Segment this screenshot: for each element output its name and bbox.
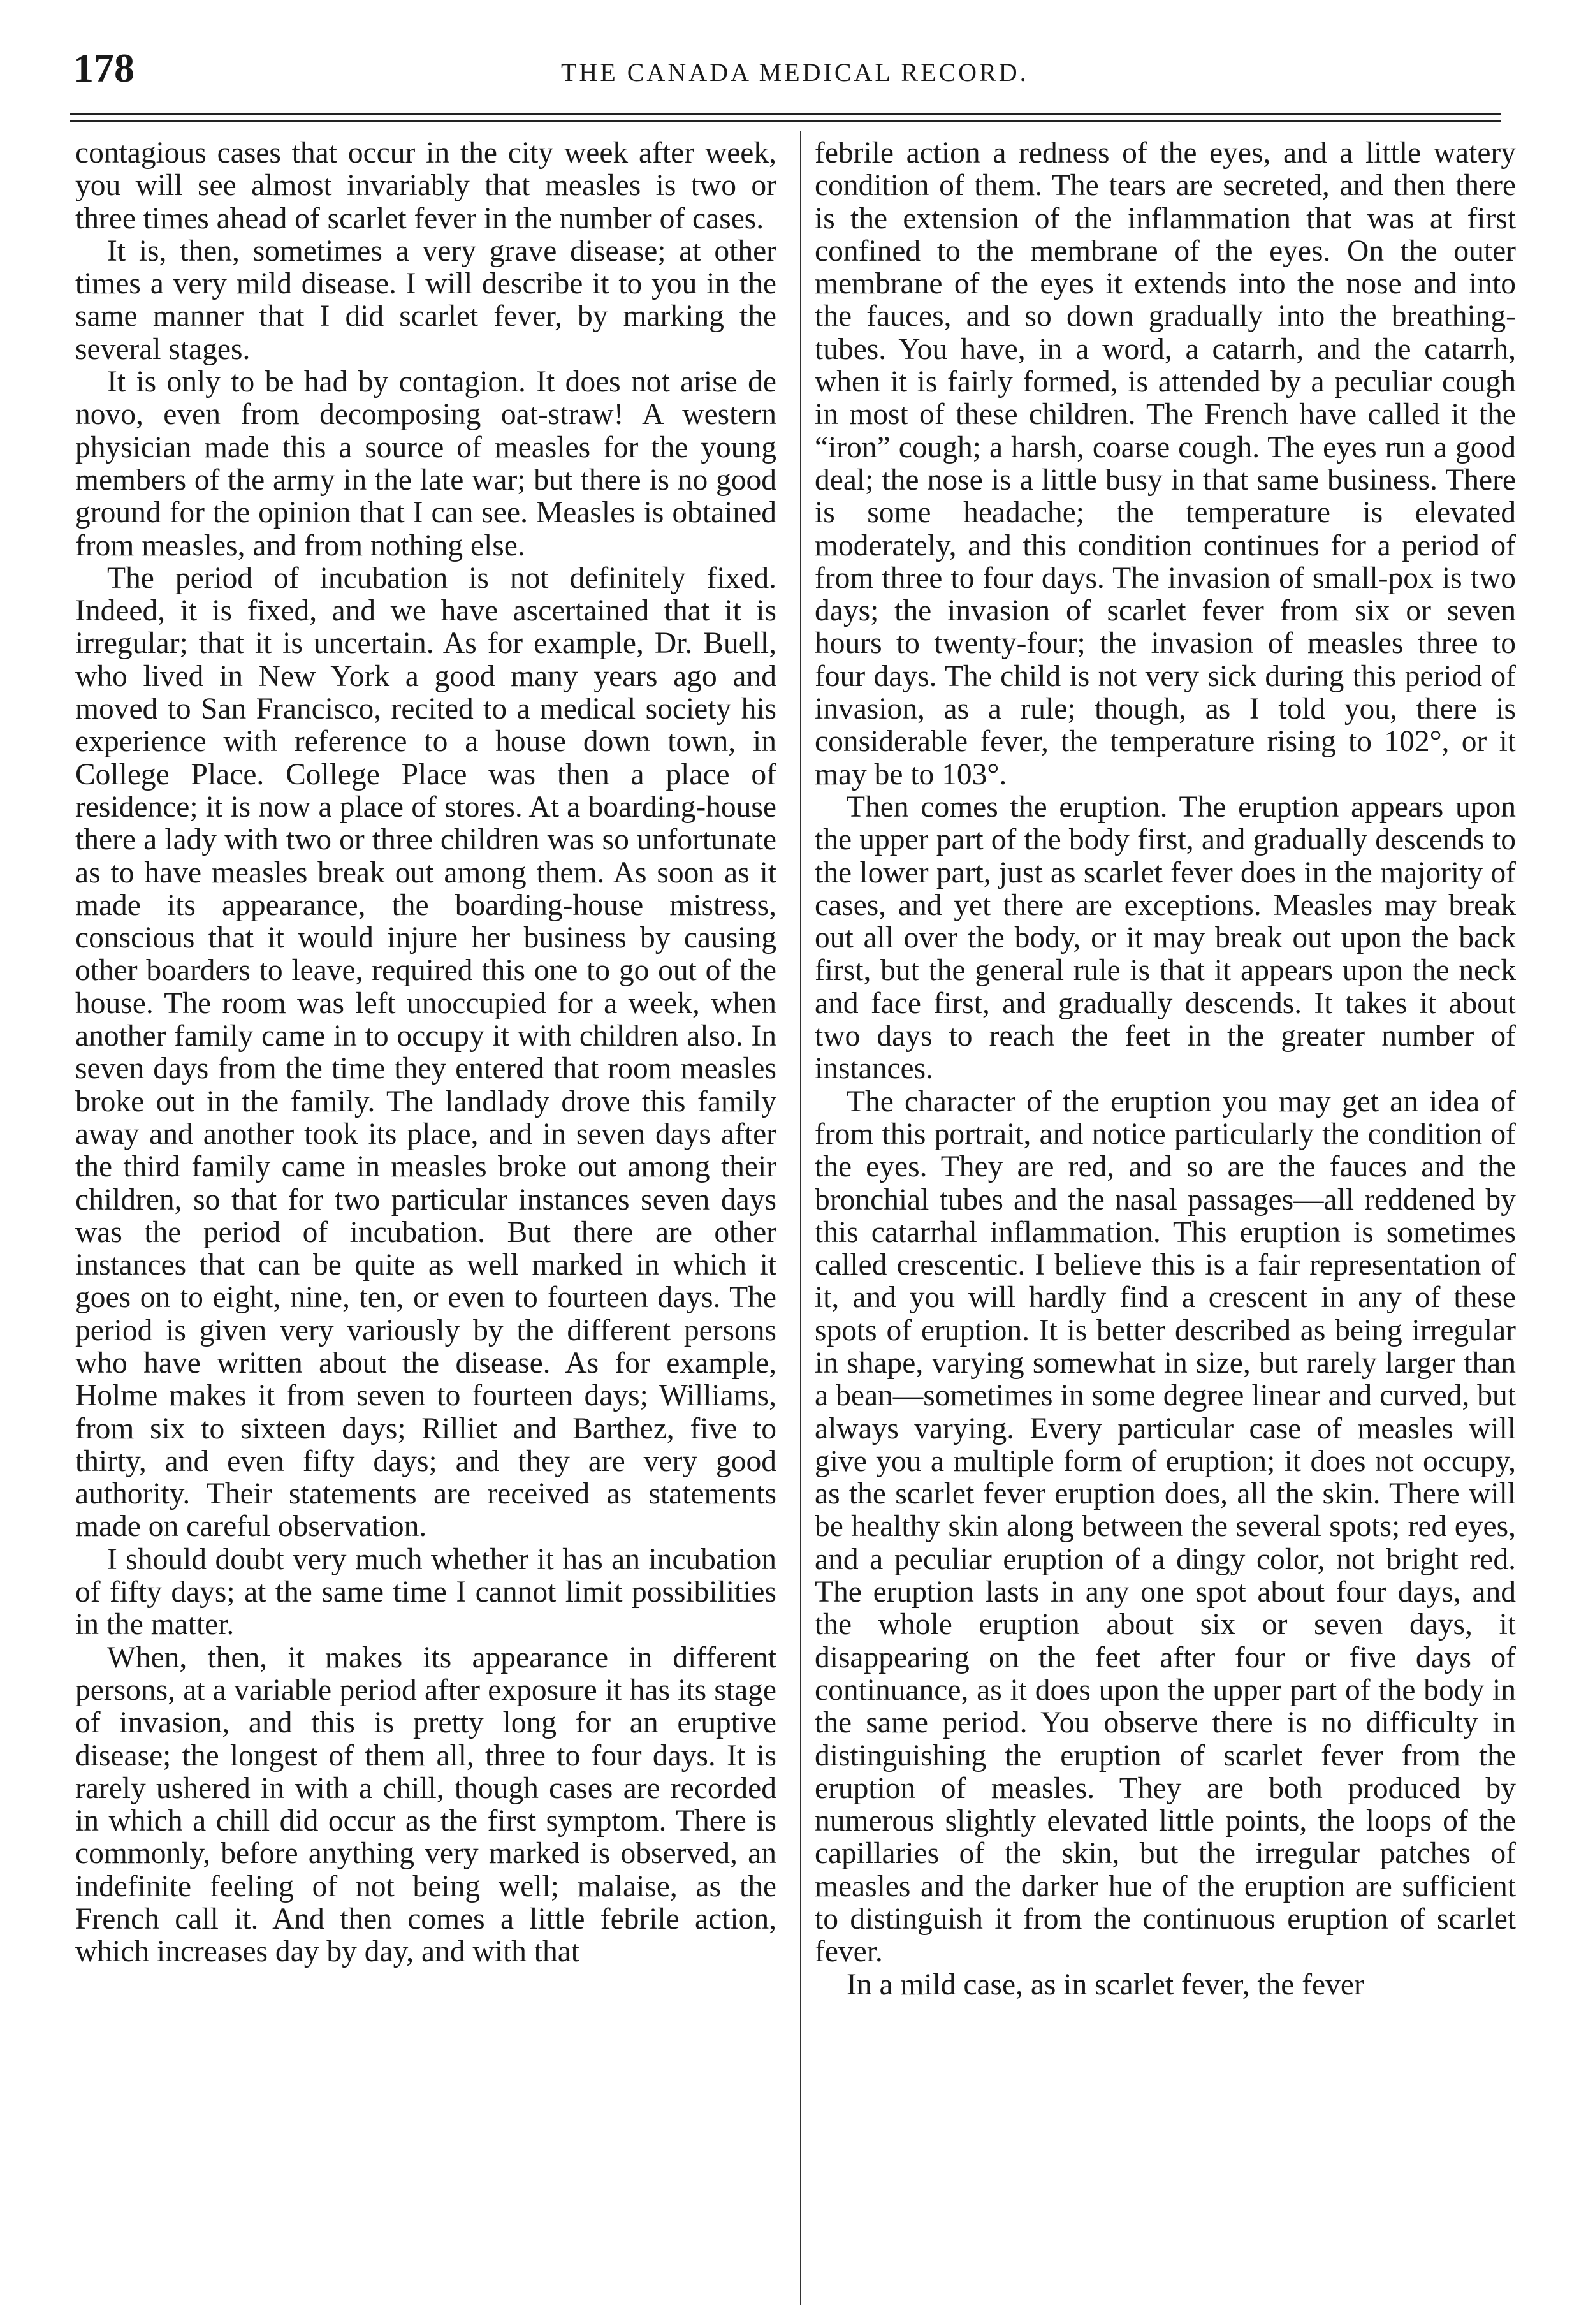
left-paragraph-6: When, then, it makes its appearance in different persons, at a variable period after exposure it has its stage of invasion, and this is pretty long for an eruptive disease; the longest of them all, three to four days. It is rarely ushered in with a chill, though cases are recorded in which a chill did occur as the first symptom. There is commonly, before anything very marked is observed, an indefinite feeling of not being well; malaise, as the French call it. And then comes a little febrile action, which increases day by day, and with that bbox=[75, 1641, 776, 1969]
right-paragraph-2: Then comes the eruption. The eruption appears upon the upper part of the body first, and gradually descends to the lower part, just as scarlet fever does in the majority of cases, and yet there are exceptions. Measles may break out all over the body, or it may break out upon the back first, but the general rule is that it appears upon the neck and face first, and gradually descends. It takes it about two days to reach the feet in the greater number of instances. bbox=[815, 790, 1516, 1086]
left-paragraph-4: The period of incubation is not definitely fixed. Indeed, it is fixed, and we have ascertained that it is irregular; that it is uncertain. As for example, Dr. Buell, who lived in New York a good many years ago and moved to San Francisco, recited to a medical society his experience with reference to a house down town, in College Place. College Place was then a place of residence; it is now a place of stores. At a boarding-house there a lady with two or three children was so unfortunate as to have measles break out among them. As soon as it made its appearance, the boarding-house mistress, conscious that it would injure her business by causing other boarders to leave, required this one to go out of the house. The room was left unoccupied for a week, when another family came in to occupy it with children also. In seven days from the time they entered that room measles broke out in the family. The landlady drove this family away and another took its place, and in seven days after the third family came in measles broke out among their children, so that for two particular instances seven days was the period of incubation. But there are other instances that can be quite as well marked in which it goes on to eight, nine, ten, or even to fourteen days. The period is given very variously by the different persons who have written about the disease. As for example, Holme makes it from seven to fourteen days; Williams, from six to sixteen days; Rilliet and Barthez, five to thirty, and even fifty days; and they are very good authority. Their statements are received as statements made on careful observation. bbox=[75, 561, 776, 1544]
right-paragraph-1: febrile action a redness of the eyes, and a little watery condition of them. The tears are secreted, and then there is the extension of the inflammation that was at first confined to the membrane of the eyes. On the outer membrane of the eyes it extends into the nose and into the fauces, and so down gradually into the breathing-tubes. You have, in a word, a catarrh, and the catarrh, when it is fairly formed, is attended by a peculiar cough in most of these children. The French have called it the “iron” cough; a harsh, coarse cough. The eyes run a good deal; the nose is a little busy in that same business. There is some headache; the temperature is elevated moderately, and this condition continues for a period of from three to four days. The invasion of small-pox is two days; the invasion of scarlet fever from six or seven hours to twenty-four; the invasion of measles three to four days. The child is not very sick during this period of invasion, as a rule; though, as I told you, there is considerable fever, the temperature rising to 102°, or it may be to 103°. bbox=[815, 136, 1516, 791]
page-number: 178 bbox=[73, 45, 135, 91]
column-divider bbox=[800, 131, 801, 2305]
right-paragraph-3: The character of the eruption you may get an idea of from this portrait, and notice particularly the condition of the eyes. They are red, and so are the fauces and the bronchial tubes and the nasal passages—all reddened by this catarrhal inflammation. This eruption is sometimes called crescentic. I believe this is a fair representation of it, and you will hardly find a crescent in any of these spots of eruption. It is better described as being irregular in shape, varying somewhat in size, but rarely larger than a bean—sometimes in some degree linear and curved, but always varying. Every particular case of measles will give you a multiple form of eruption; it does not occupy, as the scarlet fever eruption does, all the skin. There will be healthy skin along between the several spots; red eyes, and a peculiar eruption of a dingy color, not bright red. The eruption lasts in any one spot about four days, and the whole eruption about six or seven days, it disappearing on the feet after four or five days of continuance, as it does upon the upper part of the body in the same period. You observe there is no difficulty in distinguishing the eruption of scarlet fever from the eruption of measles. They are both produced by numerous slightly elevated little points, the loops of the capillaries of the skin, but the irregular patches of measles and the darker hue of the eruption are sufficient to distinguish it from the continuous eruption of scarlet fever. bbox=[815, 1085, 1516, 1969]
header-rule-bottom bbox=[70, 120, 1501, 122]
left-paragraph-3: It is only to be had by contagion. It does not arise de novo, even from decomposing oat-straw! A western physician made this a source of measles for the young members of the army in the late war; but there is no good ground for the opinion that I can see. Measles is obtained from measles, and from nothing else. bbox=[75, 365, 776, 562]
right-paragraph-4: In a mild case, as in scarlet fever, the fever bbox=[847, 1968, 1364, 2001]
header-rule-top bbox=[70, 113, 1501, 115]
left-column bbox=[75, 137, 776, 1969]
running-title: THE CANADA MEDICAL RECORD. bbox=[561, 58, 1029, 87]
right-column bbox=[815, 137, 1516, 2001]
left-paragraph-1: contagious cases that occur in the city week after week, you will see almost invariably that measles is two or three times ahead of scarlet fever in the number of cases. bbox=[75, 136, 776, 235]
left-paragraph-2: It is, then, sometimes a very grave disease; at other times a very mild disease. I will describe it to you in the same manner that I did scarlet fever, by marking the several stages. bbox=[75, 234, 776, 366]
page-header bbox=[0, 26, 1572, 96]
left-paragraph-5: I should doubt very much whether it has an incubation of fifty days; at the same time I cannot limit possibilities in the matter. bbox=[75, 1542, 776, 1642]
